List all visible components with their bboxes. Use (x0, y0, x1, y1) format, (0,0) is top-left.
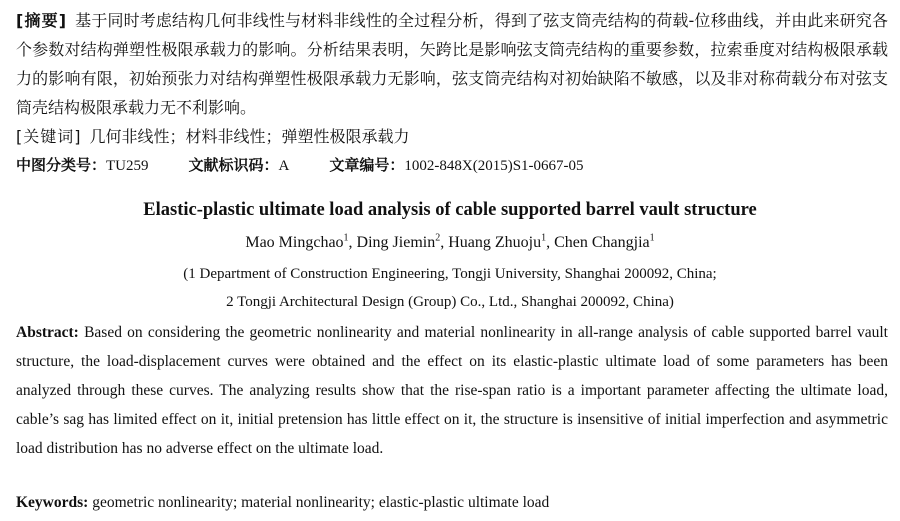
doc-code-label: 文献标识码： (188, 156, 279, 174)
author-separator: , (348, 234, 357, 251)
english-keywords-text: geometric nonlinearity; material nonlinearity; elastic-plastic ultimate load (92, 494, 550, 511)
author-separator: , (440, 234, 449, 251)
english-abstract-label: Abstract: (16, 324, 79, 341)
english-abstract-text: Based on considering the geometric nonlinearity and material nonlinearity in all-range analysis of cable supported barrel vault structure, the load-displacement curves were obtained and the effect on its elastic-plastic ultimate load of some parameters has been analyzed through these curves. The analyzing results show that the rise-span ratio is a important parameter affecting the ultimate load, cable’s sag has limited effect on it, initial pretension has little effect on it, the structure is insensitive of initial imperfection and asymmetric load distribution has no adverse effect on the ultimate load. (16, 324, 888, 457)
author-affiliation-mark: 1 (541, 232, 547, 244)
english-keywords-label: Keywords: (16, 494, 89, 511)
english-keywords (16, 490, 888, 516)
author-affiliation-mark: 1 (649, 232, 655, 244)
author-name: Ding Jiemin (356, 234, 436, 251)
chinese-abstract-text: 基于同时考虑结构几何非线性与材料非线性的全过程分析，得到了弦支筒壳结构的荷载-位移曲线，并由此来研究各个参数对结构弹塑性极限承载力的影响。分析结果表明，矢跨比是影响弦支筒壳结构的重要参数，拉索垂度对结构极限承载力的影响有限，初始预张力对结构弹塑性极限承载力无影响，弦支筒壳结构对初始缺陷不敏感，以及非对称荷载分布对弦支筒壳结构极限承载力无不利影响。 (16, 11, 888, 117)
author-list (0, 230, 900, 256)
article-number-value: 1002-848X(2015)S1-0667-05 (404, 158, 584, 174)
author-separator: , (546, 234, 555, 251)
chinese-abstract (16, 6, 888, 122)
affiliation-2: 2 Tongji Architectural Design (Group) Co., Ltd., Shanghai 200092, China) (226, 294, 674, 310)
chinese-keywords-text: 几何非线性；材料非线性；弹塑性极限承载力 (89, 127, 410, 146)
chinese-keywords-label: [关键词] (16, 127, 82, 146)
classification-line (16, 151, 888, 181)
author-name: Huang Zhuoju (448, 234, 542, 251)
author-name: Chen Changjia (554, 234, 650, 251)
english-abstract (16, 318, 888, 463)
chinese-keywords (16, 122, 888, 151)
doc-code-value: A (278, 158, 290, 174)
class-number-label: 中图分类号： (16, 156, 107, 174)
affiliation-1: (1 Department of Construction Engineering, Tongji University, Shanghai 200092, China; (183, 266, 717, 282)
class-number-value: TU259 (106, 158, 149, 174)
author-affiliation-mark: 2 (435, 232, 441, 244)
article-number-label: 文章编号： (329, 156, 405, 174)
author-name: Mao Mingchao (245, 234, 344, 251)
chinese-front-matter (16, 6, 888, 181)
author-affiliation-mark: 1 (343, 232, 349, 244)
english-title: Elastic-plastic ultimate load analysis of cable supported barrel vault structure (143, 200, 757, 220)
chinese-abstract-label: [摘要] (16, 11, 68, 30)
